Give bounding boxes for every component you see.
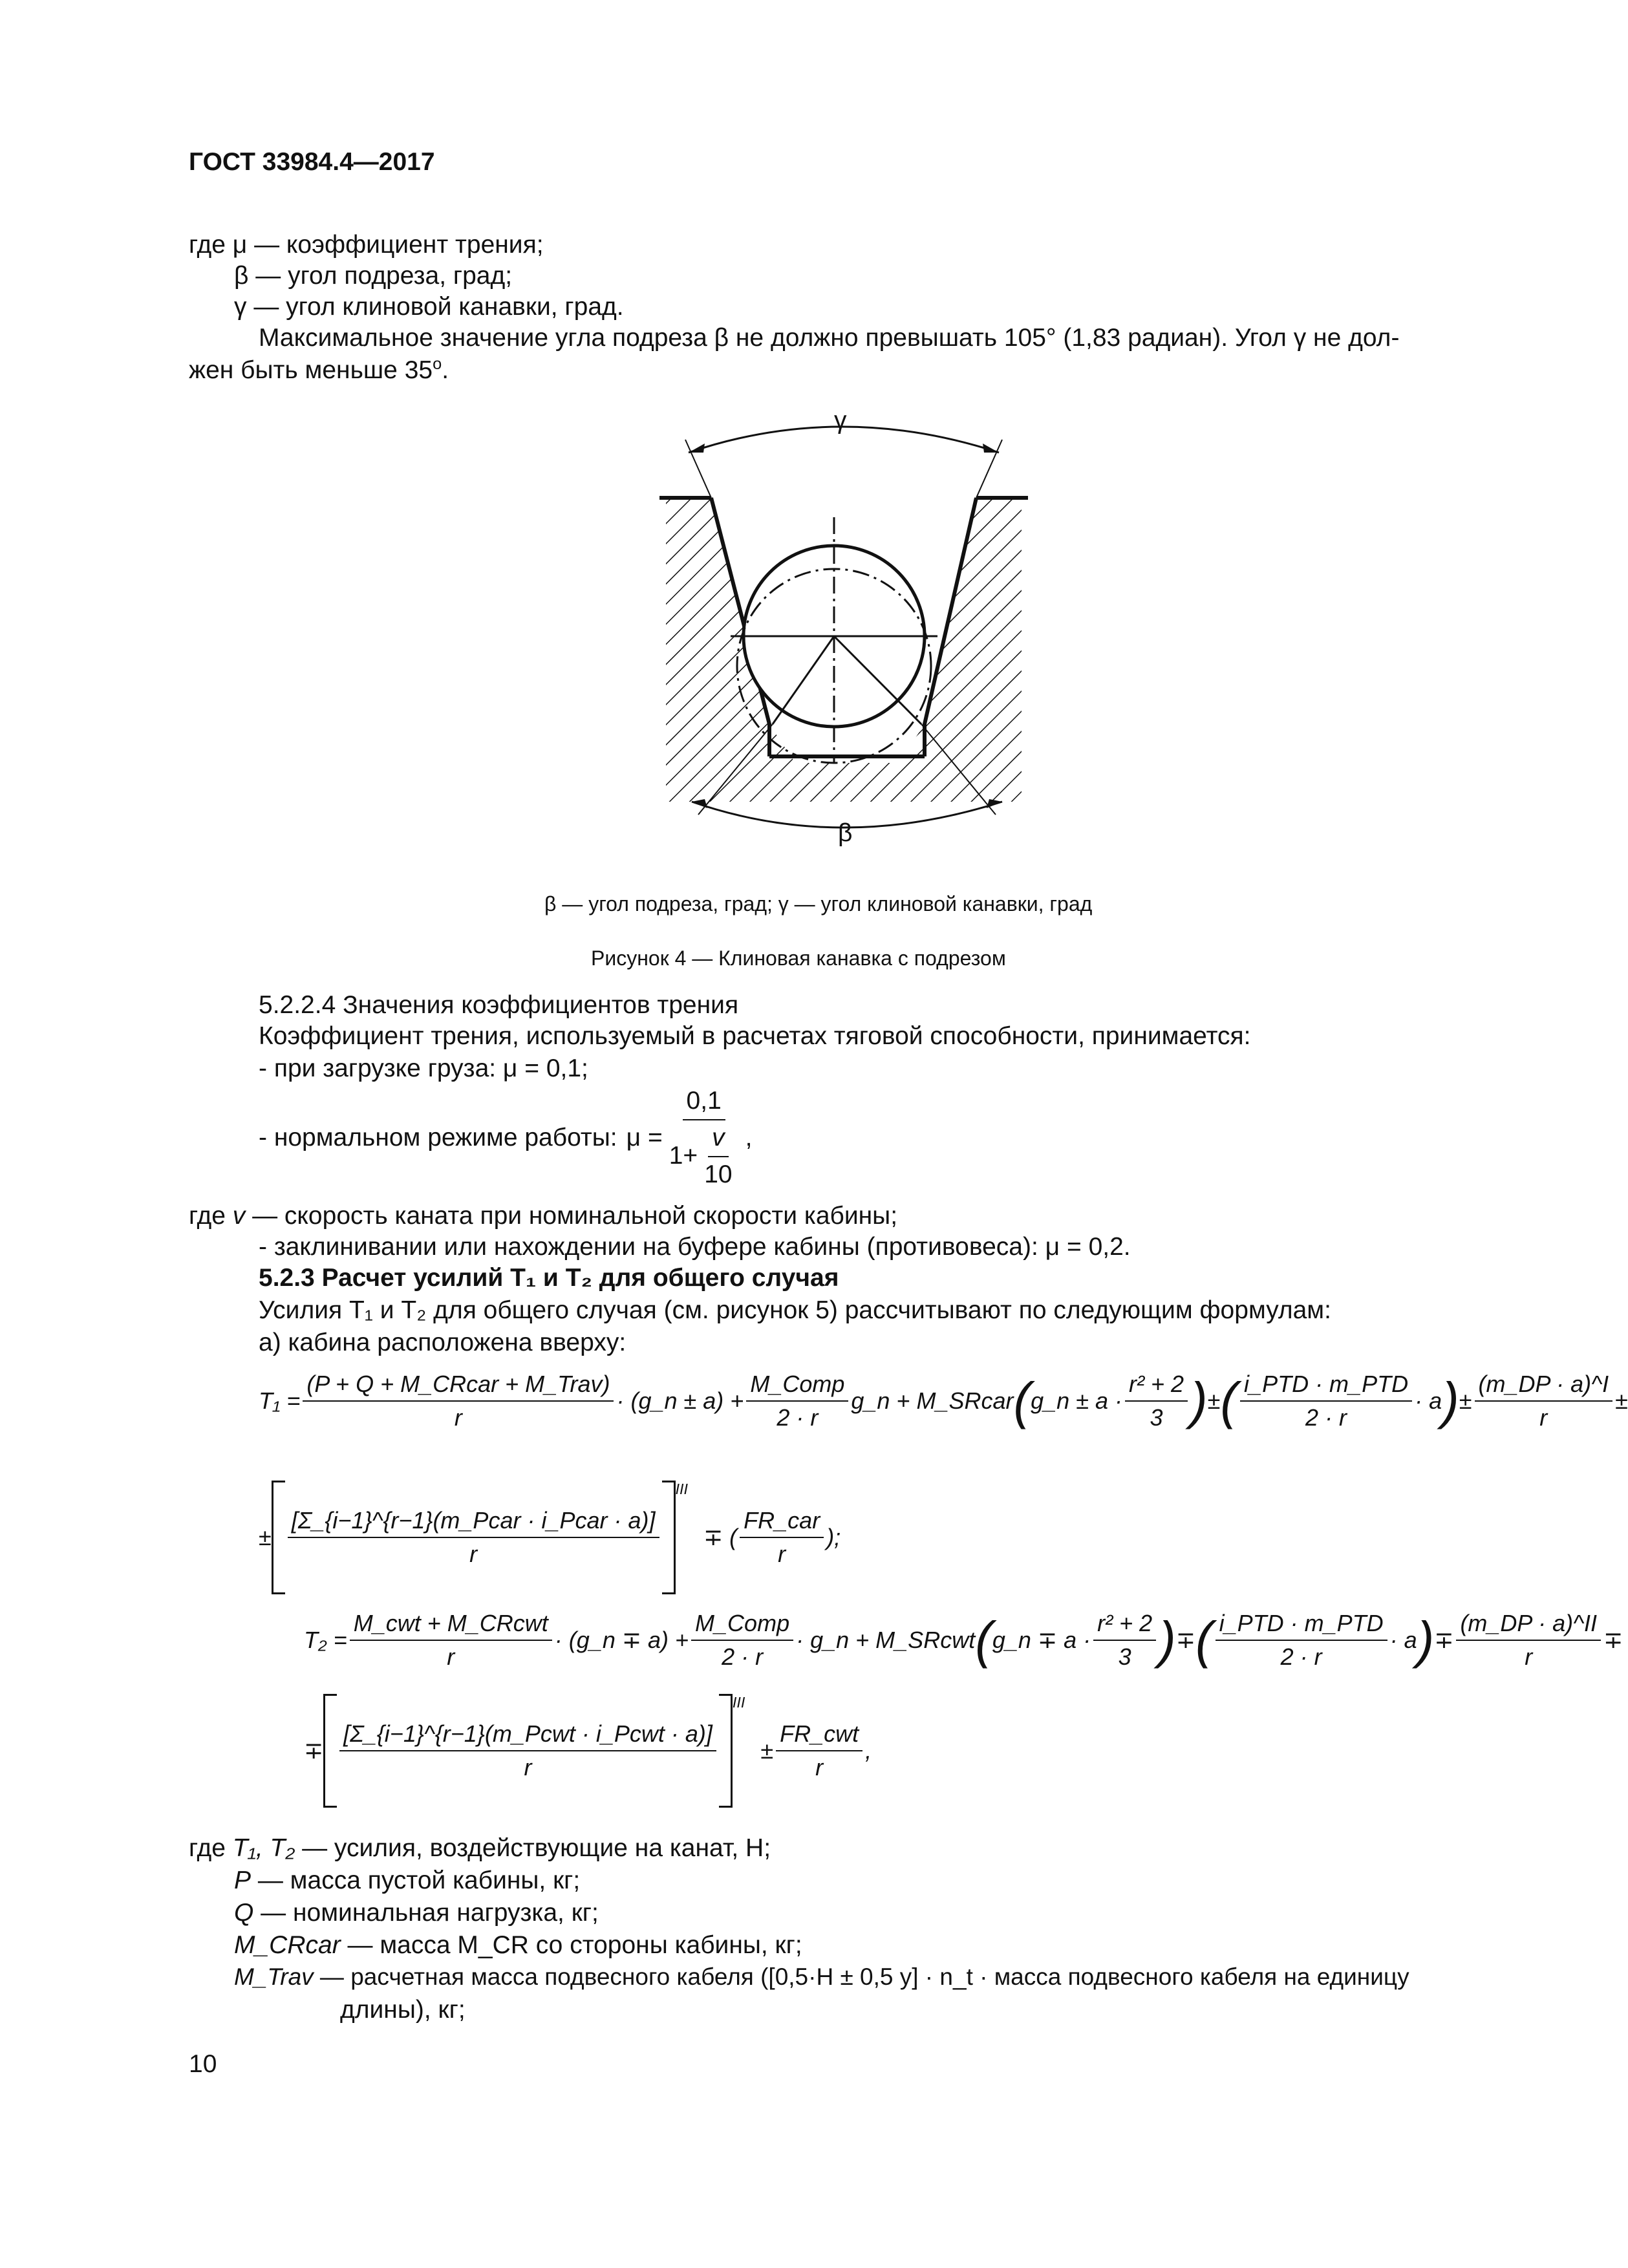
def-symbol: Q bbox=[234, 1899, 254, 1927]
def-symbol: μ bbox=[232, 231, 248, 259]
paren-close: ) bbox=[1190, 1372, 1208, 1429]
formula-t1-line1 bbox=[259, 1371, 1628, 1431]
definition-mu bbox=[189, 230, 544, 261]
t1-lhs: T₁ = bbox=[259, 1387, 301, 1414]
section-523-heading: 5.2.3 Расчет усилий T₁ и T₂ для общего случая bbox=[259, 1264, 839, 1292]
t2-mid1: · (g_n ∓ a) + bbox=[554, 1627, 689, 1653]
t1-mid1: · (g_n ± a) + bbox=[616, 1387, 744, 1414]
formula-t2-line2 bbox=[304, 1694, 872, 1808]
denominator: r bbox=[778, 1541, 786, 1567]
numerator: [Σ_{i−1}^{r−1}(m_Pcwt · i_Pcwt · a)] bbox=[339, 1720, 716, 1751]
friction-normal-formula bbox=[259, 1086, 752, 1190]
def-prefix: где bbox=[189, 1834, 233, 1862]
numerator: FR_car bbox=[740, 1507, 824, 1538]
v-over-10 bbox=[700, 1123, 736, 1190]
friction-jamming: - заклинивании или нахождении на буфере кабины (противовеса): μ = 0,2. bbox=[259, 1233, 1131, 1261]
t2-dot-a: · a bbox=[1389, 1627, 1417, 1653]
paragraph-angles-line2 bbox=[189, 354, 449, 386]
numerator: M_Comp bbox=[691, 1610, 793, 1641]
item-label: - нормальном режиме работы: bbox=[259, 1123, 617, 1151]
t1-inner: g_n ± a · bbox=[1031, 1387, 1122, 1414]
t1-line2-pm: ± bbox=[259, 1524, 272, 1550]
t2-mid2: · g_n + M_SRcwt bbox=[796, 1627, 976, 1653]
t1-frac3 bbox=[1125, 1371, 1188, 1431]
definition-q bbox=[234, 1898, 599, 1929]
def-text: — усилия, воздействующие на канат, Н; bbox=[295, 1834, 771, 1862]
denominator: 2 · r bbox=[722, 1643, 764, 1670]
gamma-arrow-right bbox=[983, 444, 999, 453]
t2-frac2 bbox=[691, 1610, 793, 1671]
paragraph-text: жен быть меньше 35 bbox=[189, 356, 433, 384]
t1-mid2: g_n + M_SRcar bbox=[851, 1387, 1014, 1414]
t1-pm2: ± bbox=[1459, 1387, 1472, 1414]
definition-p bbox=[234, 1866, 580, 1896]
t2-frac5 bbox=[1456, 1610, 1601, 1671]
t2-frac1 bbox=[350, 1610, 552, 1671]
denominator: r bbox=[1525, 1643, 1533, 1670]
v-numerator: v bbox=[708, 1123, 729, 1157]
t1-sum-frac bbox=[288, 1507, 659, 1568]
bracket-open bbox=[323, 1694, 337, 1808]
t2-frac4 bbox=[1216, 1610, 1387, 1671]
paren-open: ( bbox=[1195, 1611, 1213, 1669]
definition-mcrcar bbox=[234, 1931, 802, 1961]
gamma-arrow-left bbox=[689, 444, 705, 453]
numerator: M_Comp bbox=[746, 1371, 848, 1402]
t2-pm1: ∓ bbox=[1175, 1627, 1195, 1653]
def-symbol: T₁, T₂ bbox=[232, 1834, 295, 1862]
t1-frac1 bbox=[303, 1371, 614, 1431]
den-prefix: 1+ bbox=[669, 1142, 698, 1170]
numerator: M_cwt + M_CRcwt bbox=[350, 1610, 552, 1641]
numerator: r² + 2 bbox=[1093, 1610, 1156, 1641]
v-denominator: 10 bbox=[704, 1160, 733, 1188]
formula-t2-line1 bbox=[304, 1610, 1623, 1671]
t2-line2-pm: ∓ bbox=[304, 1737, 324, 1764]
definition-mtrav bbox=[234, 1963, 1409, 1991]
t2-frac3 bbox=[1093, 1610, 1156, 1671]
def-symbol: γ bbox=[234, 293, 247, 321]
paren-close: ) bbox=[1417, 1611, 1435, 1669]
bracket-open bbox=[272, 1481, 285, 1594]
paren-open: ( bbox=[1013, 1372, 1031, 1429]
denominator: 2 · r bbox=[1305, 1404, 1347, 1431]
def-text: — скорость каната при номинальной скорости кабины; bbox=[245, 1202, 898, 1230]
paren-open: ( bbox=[975, 1611, 992, 1669]
def-symbol: P bbox=[234, 1867, 252, 1894]
numerator: (m_DP · a)^II bbox=[1456, 1610, 1601, 1641]
def-symbol: β bbox=[234, 262, 249, 290]
paragraph-angles-line1: Максимальное значение угла подреза β не должно превышать 105° (1,83 радиан). Угол γ не дол- bbox=[259, 324, 1400, 352]
def-symbol: M_Trav bbox=[234, 1963, 314, 1990]
def-text: — масса M_CR со стороны кабины, кг; bbox=[340, 1931, 802, 1959]
degree-sup: о bbox=[433, 355, 442, 373]
t1-frac4 bbox=[1240, 1371, 1412, 1431]
numerator: FR_cwt bbox=[776, 1720, 862, 1751]
def-symbol: v bbox=[232, 1202, 246, 1230]
numerator: (P + Q + M_CRcar + M_Trav) bbox=[303, 1371, 614, 1402]
beta-label: β bbox=[838, 819, 853, 847]
t1-tail: ∓ ( bbox=[703, 1524, 738, 1550]
case-a: а) кабина расположена вверху: bbox=[259, 1329, 627, 1356]
denominator: r bbox=[469, 1541, 478, 1567]
bracket-close bbox=[662, 1481, 676, 1594]
t2-pm3: ∓ bbox=[1603, 1627, 1623, 1653]
mu-numerator: 0,1 bbox=[683, 1086, 725, 1120]
t1-sup: III bbox=[675, 1481, 688, 1497]
def-prefix: где bbox=[189, 231, 233, 259]
denominator: 3 bbox=[1150, 1404, 1163, 1431]
groove-diagram bbox=[640, 388, 1028, 853]
t2-lhs: T₂ = bbox=[304, 1627, 347, 1653]
def-prefix: где bbox=[189, 1202, 233, 1230]
t1-frac5 bbox=[1475, 1371, 1613, 1431]
t1-pm3: ± bbox=[1615, 1387, 1628, 1414]
figure-legend: β — угол подреза, град; γ — угол клиновой канавки, град bbox=[544, 892, 1093, 915]
numerator: r² + 2 bbox=[1125, 1371, 1188, 1402]
t1-frac2 bbox=[746, 1371, 848, 1431]
definition-gamma bbox=[234, 292, 624, 323]
section-5224-intro: Коэффициент трения, используемый в расчетах тяговой способности, принимается: bbox=[259, 1022, 1251, 1050]
paren-close: ) bbox=[1159, 1611, 1176, 1669]
bracket-close bbox=[719, 1694, 733, 1808]
numerator: i_PTD · m_PTD bbox=[1216, 1610, 1387, 1641]
paren-close: ) bbox=[1442, 1372, 1459, 1429]
denominator: 2 · r bbox=[1280, 1643, 1322, 1670]
mu-denominator bbox=[665, 1120, 743, 1190]
def-symbol: M_CRcar bbox=[234, 1931, 341, 1959]
page-number: 10 bbox=[189, 2050, 217, 2078]
t2-frac6 bbox=[776, 1720, 862, 1781]
t1-pm1: ± bbox=[1207, 1387, 1221, 1414]
definition-v bbox=[189, 1201, 897, 1232]
def-text: — масса пустой кабины, кг; bbox=[251, 1867, 581, 1894]
def-text: — номинальная нагрузка, кг; bbox=[253, 1899, 599, 1927]
denominator: r bbox=[454, 1404, 462, 1431]
definition-mtrav-cont: длины), кг; bbox=[340, 1996, 466, 2024]
figure-caption: Рисунок 4 — Клиновая канавка с подрезом bbox=[591, 947, 1006, 970]
def-text: — угол клиновой канавки, град. bbox=[246, 293, 624, 321]
gamma-label: γ bbox=[834, 407, 847, 434]
mu-fraction bbox=[665, 1086, 743, 1190]
t2-sum-frac bbox=[339, 1720, 716, 1781]
formula-t1-line2 bbox=[259, 1481, 841, 1594]
t2-inner: g_n ∓ a · bbox=[992, 1627, 1091, 1653]
document-code: ГОСТ 33984.4—2017 bbox=[189, 148, 435, 176]
denominator: 3 bbox=[1118, 1643, 1131, 1670]
definition-beta bbox=[234, 261, 512, 292]
denominator: r bbox=[447, 1643, 455, 1670]
denominator: r bbox=[1539, 1404, 1548, 1431]
friction-loading: - при загрузке груза: μ = 0,1; bbox=[259, 1054, 588, 1082]
section-523-intro: Усилия T₁ и T₂ для общего случая (см. рисунок 5) рассчитывают по следующим формулам: bbox=[259, 1296, 1331, 1324]
denominator: r bbox=[524, 1754, 532, 1781]
denominator: r bbox=[815, 1754, 824, 1781]
t1-frac6 bbox=[740, 1507, 824, 1568]
mu-symbol: μ = bbox=[626, 1123, 663, 1151]
def-text: — расчетная масса подвесного кабеля ([0,5·H ± 0,5 y] · n_t · масса подвесного кабеля на единицу bbox=[313, 1963, 1409, 1990]
comma: , bbox=[745, 1123, 753, 1151]
numerator: i_PTD · m_PTD bbox=[1240, 1371, 1412, 1402]
denominator: 2 · r bbox=[777, 1404, 819, 1431]
paragraph-end: . bbox=[442, 356, 449, 384]
t2-sup: III bbox=[732, 1694, 745, 1711]
t2-end: , bbox=[865, 1737, 872, 1764]
paren-open: ( bbox=[1220, 1372, 1238, 1429]
t2-pm2: ∓ bbox=[1434, 1627, 1454, 1653]
def-text: — угол подреза, град; bbox=[248, 262, 513, 290]
t1-dot-a: · a bbox=[1415, 1387, 1442, 1414]
numerator: (m_DP · a)^I bbox=[1475, 1371, 1613, 1402]
numerator: [Σ_{i−1}^{r−1}(m_Pcar · i_Pcar · a)] bbox=[288, 1507, 659, 1538]
section-5224-heading: 5.2.2.4 Значения коэффициентов трения bbox=[259, 991, 739, 1019]
definition-t1-t2 bbox=[189, 1834, 771, 1864]
def-text: — коэффициент трения; bbox=[247, 231, 544, 259]
t1-end: ); bbox=[826, 1524, 841, 1550]
t2-tail: ± bbox=[760, 1737, 774, 1764]
